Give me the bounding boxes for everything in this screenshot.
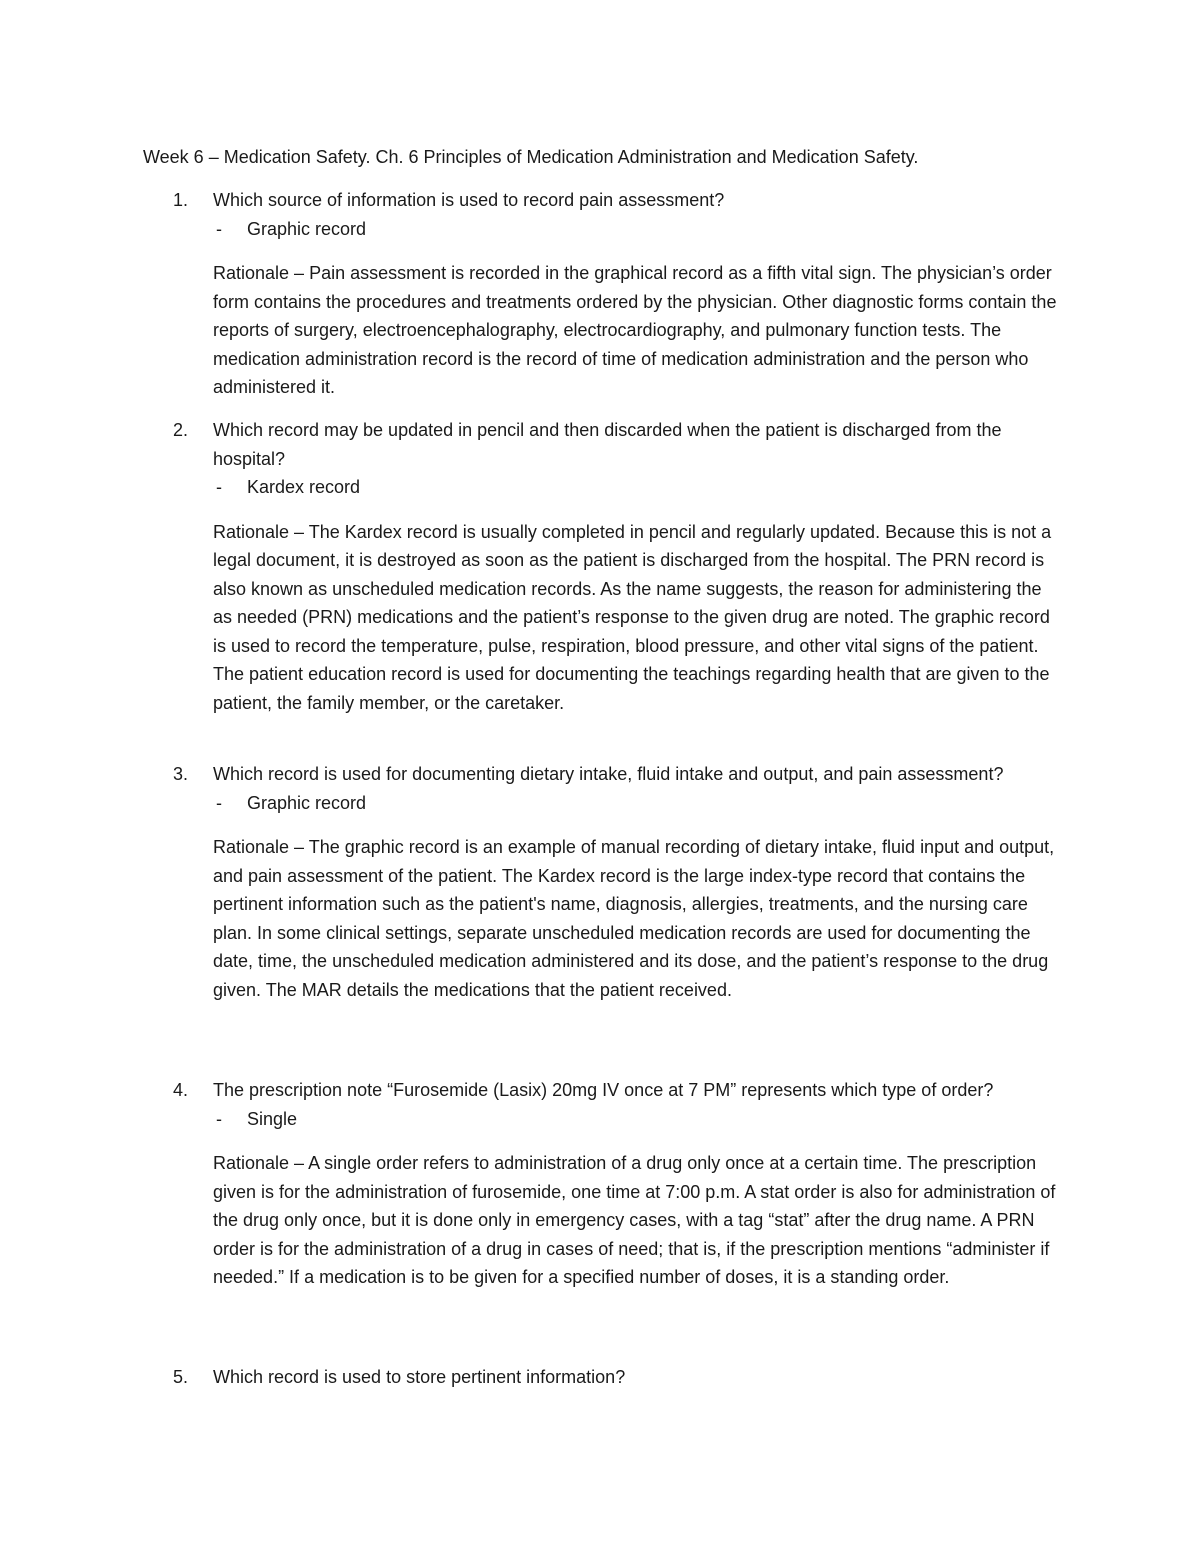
question-number: 4.	[173, 1080, 189, 1100]
answer-text: Graphic record	[247, 792, 367, 813]
question-text: Which record is used to store pertinent information?	[213, 1367, 626, 1387]
question-text: The prescription note “Furosemide (Lasix) 20mg IV once at 7 PM” represents which type of order?	[213, 1080, 994, 1100]
answer-line	[213, 789, 1063, 818]
question-item-4	[143, 1076, 1063, 1292]
document-title: Week 6 – Medication Safety. Ch. 6 Principles of Medication Administration and Medication Safety.	[143, 147, 919, 167]
answer-dash: -	[216, 792, 222, 813]
question-number: 5.	[173, 1367, 189, 1387]
rationale-text: Rationale – Pain assessment is recorded in the graphical record as a fifth vital sign. The physician’s order form contains the procedures and treatments ordered by the physician. Other diagnostic forms contain the reports of surgery, electroencephalography, electrocardiography, and pulmonary function tests. The medication administration record is the record of time of medication administration and the person who administered it.	[213, 263, 1057, 397]
answer-line	[213, 1105, 1063, 1134]
question-item-3	[143, 760, 1063, 1004]
question-item-5	[143, 1363, 1063, 1392]
answer-dash: -	[216, 218, 222, 239]
rationale-text: Rationale – The graphic record is an example of manual recording of dietary intake, fluid input and output, and pain assessment of the patient. The Kardex record is the large index-type record that contains the pertinent information such as the patient's name, diagnosis, allergies, treatments, and the nursing care plan. In some clinical settings, separate unscheduled medication records are used for documenting the date, time, the unscheduled medication administered and its dose, and the patient’s response to the drug given. The MAR details the medications that the patient received.	[213, 837, 1055, 1000]
question-text: Which source of information is used to record pain assessment?	[213, 190, 725, 210]
question-text: Which record is used for documenting dietary intake, fluid intake and output, and pain assessment?	[213, 764, 1004, 784]
answer-text: Graphic record	[247, 218, 367, 239]
question-number: 1.	[173, 190, 189, 210]
question-item-2	[143, 416, 1063, 717]
question-number: 3.	[173, 764, 189, 784]
question-number: 2.	[173, 420, 189, 440]
answer-line	[213, 215, 1063, 244]
answer-dash: -	[216, 1108, 222, 1129]
question-item-1	[143, 186, 1063, 402]
answer-dash: -	[216, 477, 222, 497]
rationale-text: Rationale – A single order refers to administration of a drug only once at a certain time. The prescription given is for the administration of furosemide, one time at 7:00 p.m. A stat order is also for administration of the drug only once, but it is done only in emergency cases, with a tag “stat” after the drug name. A PRN order is for the administration of a drug in cases of need; that is, if the prescription mentions “administer if needed.” If a medication is to be given for a specified number of doses, it is a standing order.	[213, 1153, 1056, 1287]
rationale-text: Rationale – The Kardex record is usually completed in pencil and regularly updated. Because this is not a legal document, it is destroyed as soon as the patient is discharged from the hospital. The PRN record is also known as unscheduled medication records. As the name suggests, the reason for administering the as needed (PRN) medications and the patient’s response to the given drug are noted. The graphic record is used to record the temperature, pulse, respiration, blood pressure, and other vital signs of the patient. The patient education record is used for documenting the teachings regarding health that are given to the patient, the family member, or the caretaker.	[213, 521, 1052, 713]
answer-text: Single	[247, 1108, 298, 1129]
question-text: Which record may be updated in pencil and then discarded when the patient is discharged from the hospital?	[213, 420, 1002, 469]
answer-text: Kardex record	[247, 477, 361, 497]
answer-line	[213, 473, 1063, 502]
